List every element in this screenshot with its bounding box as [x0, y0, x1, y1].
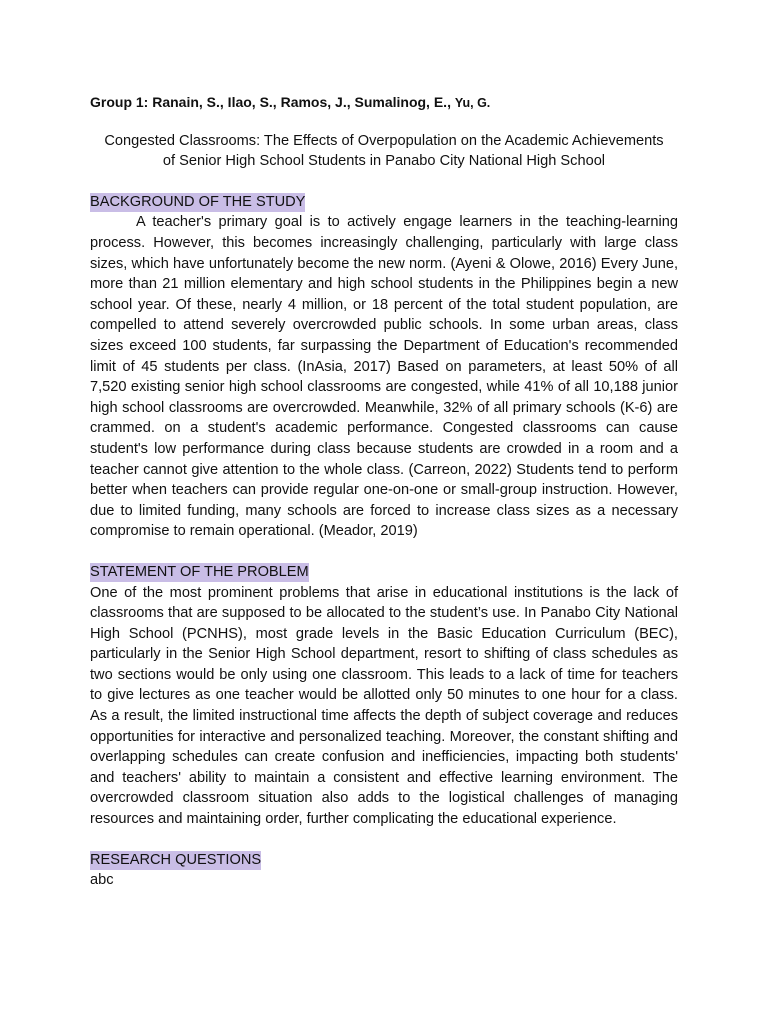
section-heading-questions: RESEARCH QUESTIONS	[90, 851, 262, 868]
section-body-questions: abc	[90, 872, 114, 889]
paper-title	[90, 131, 678, 172]
section-body-background: A teacher's primary goal is to actively engage learners in the teaching-learning process. However, this becomes increasingly challenging, particularly with large class sizes, which have unfortunately become the new norm. (Ayeni & Olowe, 2016) Every June, more than 21 million elementary and high school students in the Philippines begin a new school year. Of these, nearly 4 million, or 18 percent of the total student population, are compelled to attend severely overcrowded public schools. In some urban areas, class sizes exceed 100 students, far surpassing the Department of Education's recommended limit of 45 students per class. (InAsia, 2017) Based on parameters, at least 50% of all 7,520 existing senior high school classrooms are congested, while 41% of all 10,188 junior high school classrooms are overcrowded. Meanwhile, 32% of all primary schools (K-6) are crammed. on a student's academic performance. Congested classrooms can cause student's low performance during class because students are crowded in a room and a teacher cannot give attention to the whole class. (Carreon, 2022) Students tend to perform better when teachers can provide regular one-on-one or small-group instruction. However, due to limited funding, many schools are forced to increase class sizes as a necessary compromise to remain operational. (Meador, 2019)	[90, 214, 678, 540]
section-heading-problem: STATEMENT OF THE PROBLEM	[90, 563, 309, 580]
paper-title-line-1: Congested Classrooms: The Effects of Overpopulation on the Academic Achievements	[104, 133, 664, 149]
section-body-problem: One of the most prominent problems that arise in educational institutions is the lack of classrooms that are supposed to be allocated to the student’s use. In Panabo City National High School (PCNHS), most grade levels in the Basic Education Curriculum (BEC), particularly in the Senior High School department, resort to shifting of class schedules as two sections would be only using one classroom. This leads to a lack of time for teachers to give lectures as one teacher would be allotted only 50 minutes to one hour for a class. As a result, the limited instructional time affects the depth of subject coverage and reduces opportunities for interactive and personalized teaching. Moreover, the constant shifting and overlapping schedules can create confusion and inefficiencies, impacting both students' and teachers' ability to maintain a consistent and effective learning environment. The overcrowded classroom situation also adds to the logistical challenges of managing resources and maintaining order, further complicating the educational experience.	[90, 584, 678, 828]
paper-title-line-2: of Senior High School Students in Panabo City National High School	[162, 153, 606, 170]
author-names: Group 1: Ranain, S., Ilao, S., Ramos, J., Sumalinog, E.,	[90, 94, 455, 110]
section-background	[90, 192, 678, 542]
section-questions	[90, 850, 678, 891]
document-page	[90, 92, 678, 911]
author-line	[90, 92, 678, 113]
section-problem	[90, 562, 678, 830]
author-last: Yu, G.	[454, 96, 491, 110]
section-heading-background: BACKGROUND OF THE STUDY	[90, 193, 306, 210]
